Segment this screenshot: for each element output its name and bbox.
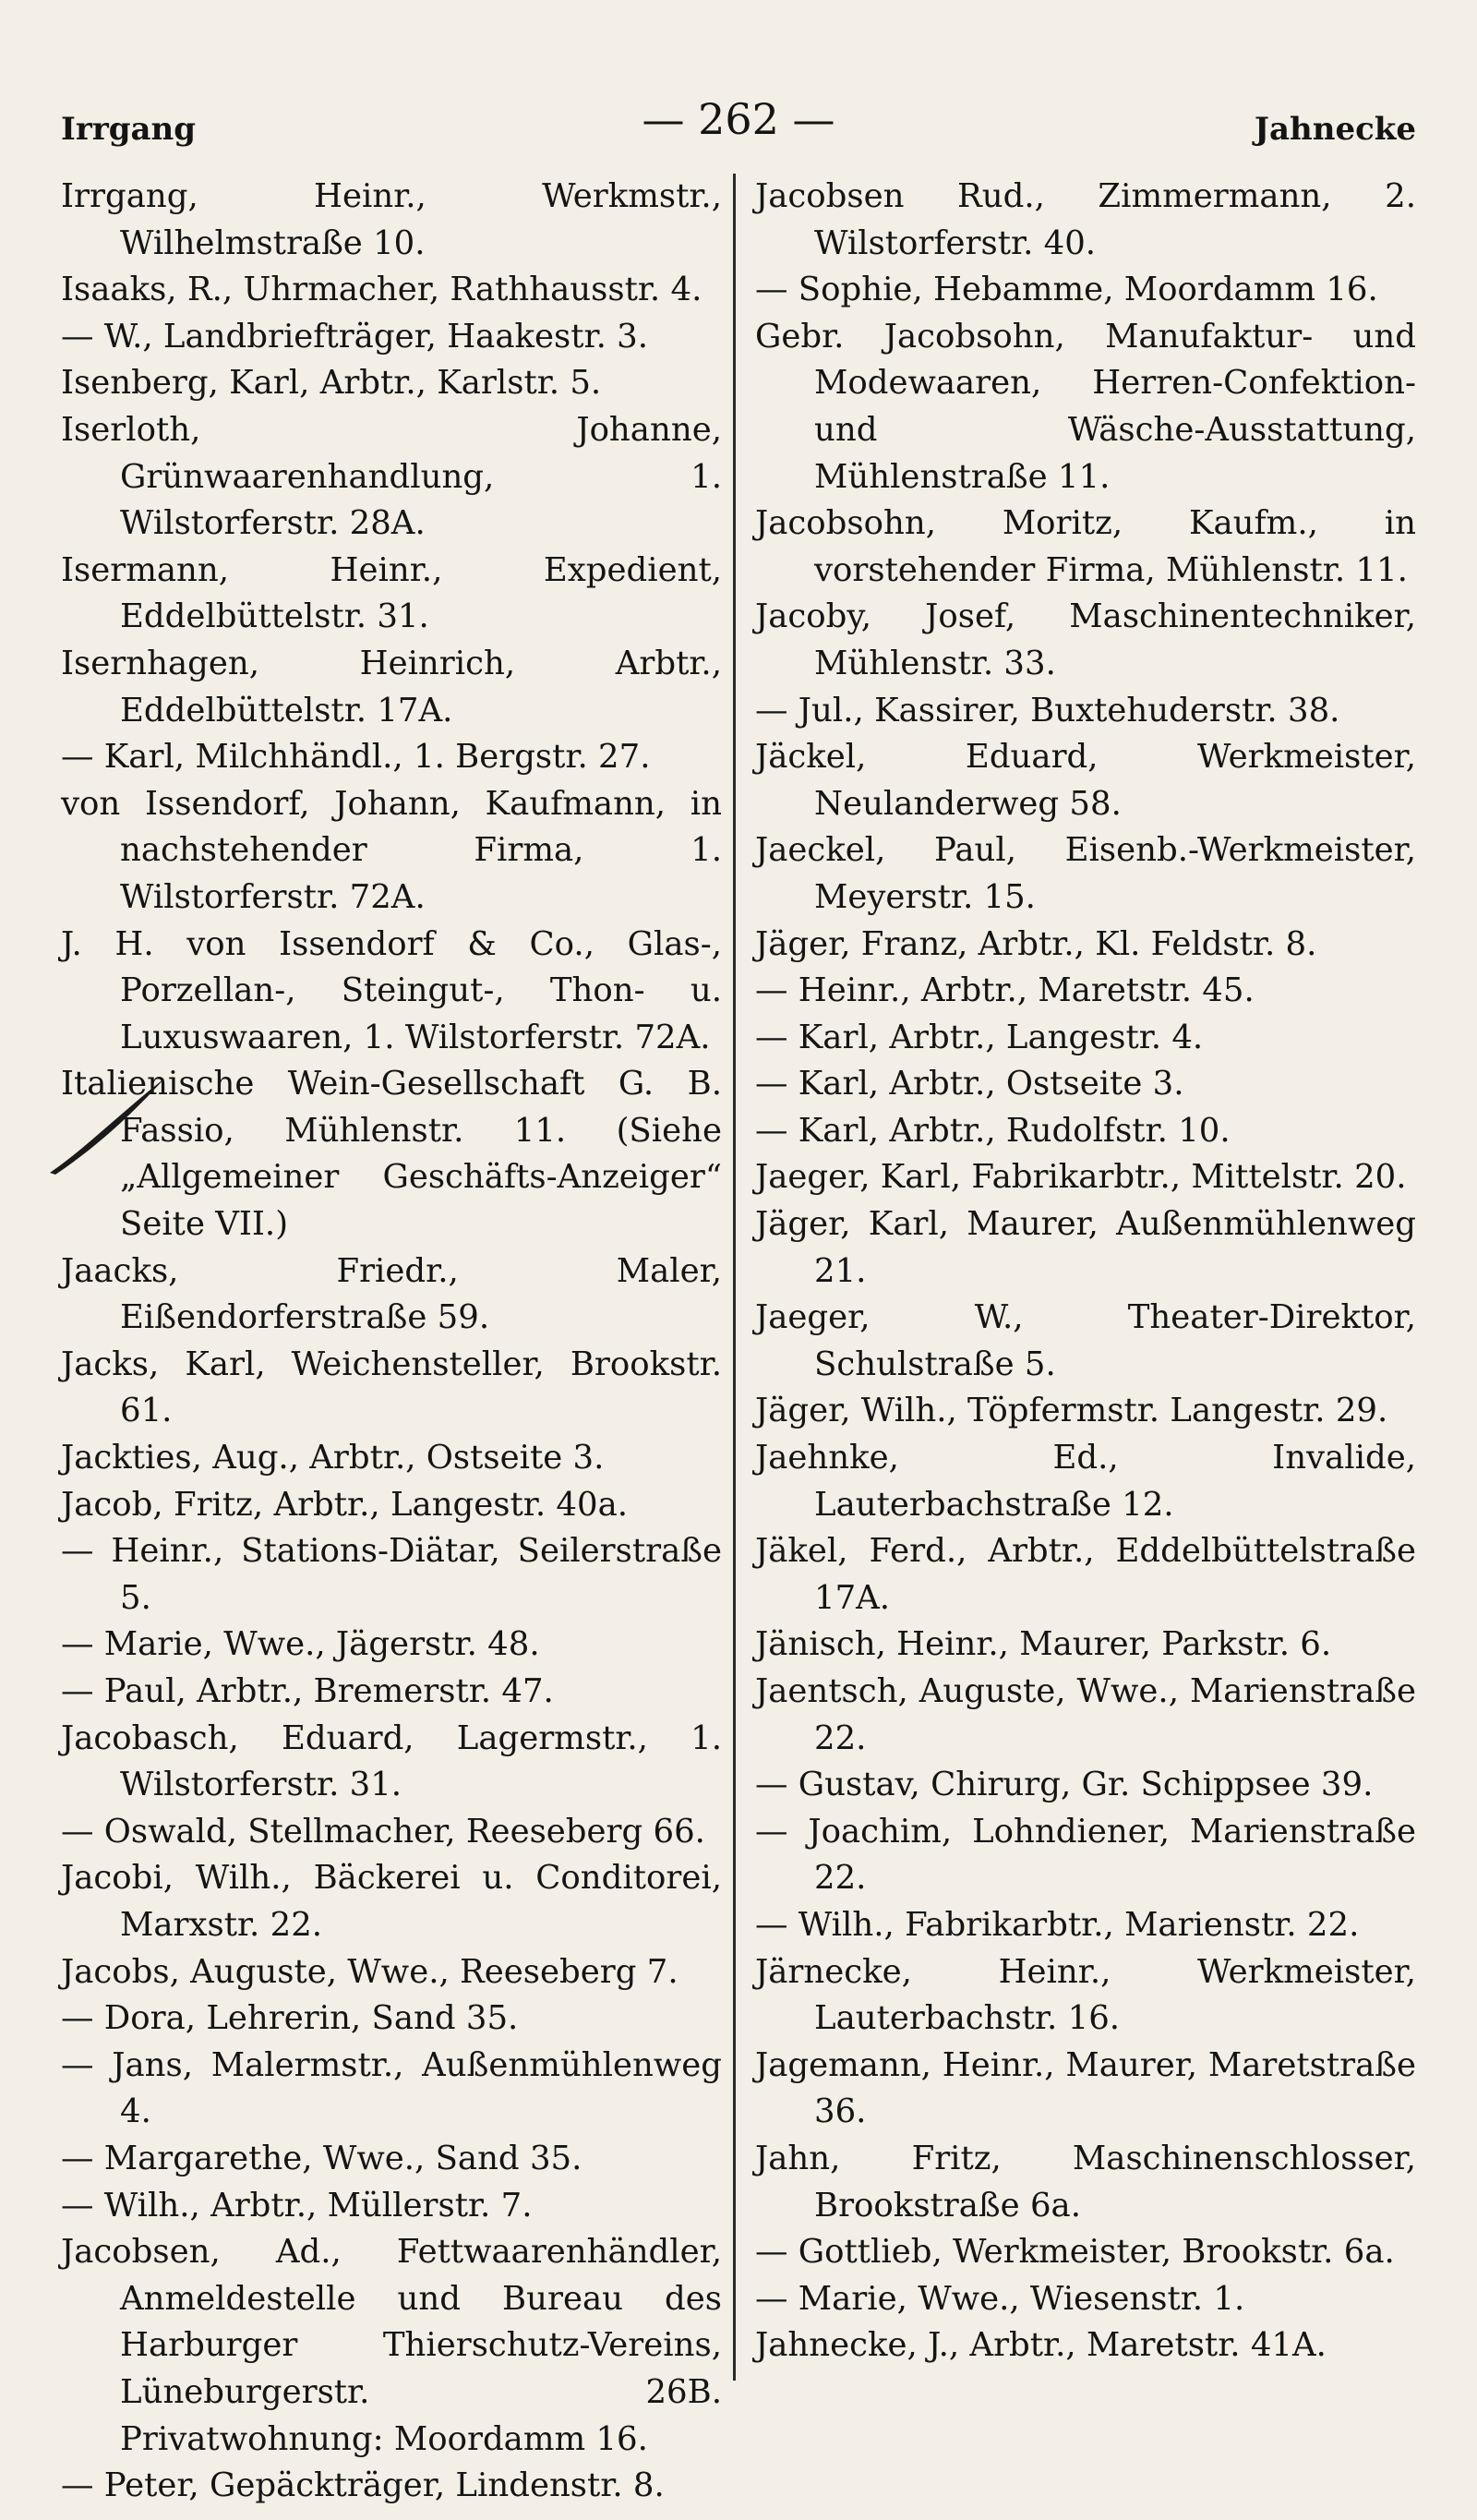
directory-entry: Jäger, Karl, Maurer, Außenmühlenweg 21. [755,1205,1416,1290]
directory-entry: Jacobsen, Ad., Fettwaarenhändler, Anmeldestelle und Bureau des Harburger Thierschutz-Vereins, Lüneburgerstr. 26B. Privatwohnung: Moordamm 16. [61,2233,722,2458]
directory-entry: — Sophie, Hebamme, Moordamm 16. [755,271,1378,309]
directory-entry: — Peter, Gepäckträger, Lindenstr. 8. [61,2466,665,2505]
directory-entry: Jacks, Karl, Weichensteller, Brookstr. 61. [61,1344,722,1430]
directory-entry: Jäkel, Ferd., Arbtr., Eddelbüttelstraße 17A. [755,1532,1416,1617]
directory-entry: — Oswald, Stellmacher, Reeseberg 66. [61,1812,705,1851]
directory-entry: Jackties, Aug., Arbtr., Ostseite 3. [61,1439,605,1477]
directory-entry: — Marie, Wwe., Wiesenstr. 1. [755,2279,1245,2318]
directory-entry: Jacobasch, Eduard, Lagermstr., 1. Wilstorferstr. 31. [61,1718,722,1804]
directory-entry: — Heinr., Stations-Diätar, Seilerstraße 5. [61,1532,722,1617]
directory-entry: — Dora, Lehrerin, Sand 35. [61,1999,519,2038]
directory-entry: Italienische Wein-Gesellschaft G. B. Fassio, Mühlenstr. 11. (Siehe „Allgemeiner Geschäfts-Anzeiger“ Seite VII.) [61,1065,722,1244]
directory-entry: Jacobsohn, Moritz, Kaufm., in vorstehender Firma, Mühlenstr. 11. [755,504,1416,589]
directory-entry: Jacoby, Josef, Maschinentechniker, Mühlenstr. 33. [755,597,1416,682]
directory-entry: — Margarethe, Wwe., Sand 35. [61,2139,582,2177]
directory-entry: Jaeger, Karl, Fabrikarbtr., Mittelstr. 20. [755,1158,1407,1197]
directory-entry: Iserloth, Johanne, Grünwaarenhandlung, 1. Wilstorferstr. 28A. [61,410,722,543]
directory-entry: Isenberg, Karl, Arbtr., Karlstr. 5. [61,364,602,403]
directory-entry: Gebr. Jacobsohn, Manufaktur- und Modewaaren, Herren-Confektion- und Wäsche-Ausstattung, Mühlenstraße 11. [755,317,1416,496]
page-header [61,85,1416,150]
directory-entry: Jacobs, Auguste, Wwe., Reeseberg 7. [61,1952,678,1991]
directory-entry: Jäger, Franz, Arbtr., Kl. Feldstr. 8. [755,924,1317,963]
directory-entry: — Jul., Kassirer, Buxtehuderstr. 38. [755,691,1340,729]
column-divider [733,174,736,2381]
directory-entry: Jaacks, Friedr., Maler, Eißendorferstraße 59. [61,1251,722,1337]
directory-entry: Isaaks, R., Uhrmacher, Rathhausstr. 4. [61,271,702,309]
page-number: — 262 — [642,94,835,144]
directory-entry: — Paul, Arbtr., Bremerstr. 47. [61,1672,554,1710]
directory-entry: — Gottlieb, Werkmeister, Brookstr. 6a. [755,2233,1395,2272]
directory-entry: — Karl, Milchhändl., 1. Bergstr. 27. [61,738,651,777]
directory-entry: Jacob, Fritz, Arbtr., Langestr. 40a. [61,1485,629,1524]
directory-entry: — Joachim, Lohndiener, Marienstraße 22. [755,1812,1416,1898]
header-right-catchword: Jahnecke [1254,111,1416,148]
directory-entry: Irrgang, Heinr., Werkmstr., Wilhelmstraße 10. [61,177,722,262]
directory-entry: — Jans, Malermstr., Außenmühlenweg 4. [61,2045,722,2131]
directory-columns [61,174,1416,2505]
directory-entry: — Karl, Arbtr., Rudolfstr. 10. [755,1111,1231,1150]
directory-entry: — W., Landbriefträger, Haakestr. 3. [61,317,649,356]
directory-entry: Jahn, Fritz, Maschinenschlosser, Brookstraße 6a. [755,2139,1416,2225]
directory-entry: Jänisch, Heinr., Maurer, Parkstr. 6. [755,1625,1332,1664]
directory-entry: Jaentsch, Auguste, Wwe., Marienstraße 22. [755,1672,1416,1757]
directory-entry: Jaehnke, Ed., Invalide, Lauterbachstraße 12. [755,1439,1416,1524]
directory-entry: Jäger, Wilh., Töpfermstr. Langestr. 29. [755,1392,1388,1430]
right-column [755,174,1416,2381]
directory-entry: — Gustav, Chirurg, Gr. Schippsee 39. [755,1766,1374,1804]
directory-entry: von Issendorf, Johann, Kaufmann, in nachstehender Firma, 1. Wilstorferstr. 72A. [61,784,722,916]
directory-entry: — Karl, Arbtr., Langestr. 4. [755,1018,1204,1056]
directory-entry: Jaeckel, Paul, Eisenb.-Werkmeister, Meyerstr. 15. [755,831,1416,916]
pen-stroke-mark [48,1075,168,1176]
directory-entry: — Wilh., Arbtr., Müllerstr. 7. [61,2186,533,2225]
directory-entry: Jahnecke, J., Arbtr., Maretstr. 41A. [755,2326,1327,2365]
directory-entry: Jacobi, Wilh., Bäckerei u. Conditorei, Marxstr. 22. [61,1859,722,1944]
header-left-catchword: Irrgang [61,111,197,148]
directory-entry: Jaeger, W., Theater-Direktor, Schulstraße 5. [755,1298,1416,1383]
directory-entry: Jacobsen Rud., Zimmermann, 2. Wilstorferstr. 40. [755,177,1416,262]
directory-entry: — Marie, Wwe., Jägerstr. 48. [61,1625,540,1664]
directory-entry: — Heinr., Arbtr., Maretstr. 45. [755,971,1255,1010]
directory-entry: — Wilh., Fabrikarbtr., Marienstr. 22. [755,1905,1360,1944]
directory-entry: Jäckel, Eduard, Werkmeister, Neulanderweg 58. [755,738,1416,823]
left-column [61,174,722,2505]
directory-entry: Isernhagen, Heinrich, Arbtr., Eddelbüttelstr. 17A. [61,644,722,729]
directory-entry: — Karl, Arbtr., Ostseite 3. [755,1065,1184,1103]
directory-entry: J. H. von Issendorf & Co., Glas-, Porzellan-, Steingut-, Thon- u. Luxuswaaren, 1. Wilstorferstr. 72A. [61,924,722,1056]
directory-entry: Järnecke, Heinr., Werkmeister, Lauterbachstr. 16. [755,1952,1416,2038]
directory-entry: Isermann, Heinr., Expedient, Eddelbüttelstr. 31. [61,550,722,636]
directory-entry: Jagemann, Heinr., Maurer, Maretstraße 36. [755,2045,1416,2131]
